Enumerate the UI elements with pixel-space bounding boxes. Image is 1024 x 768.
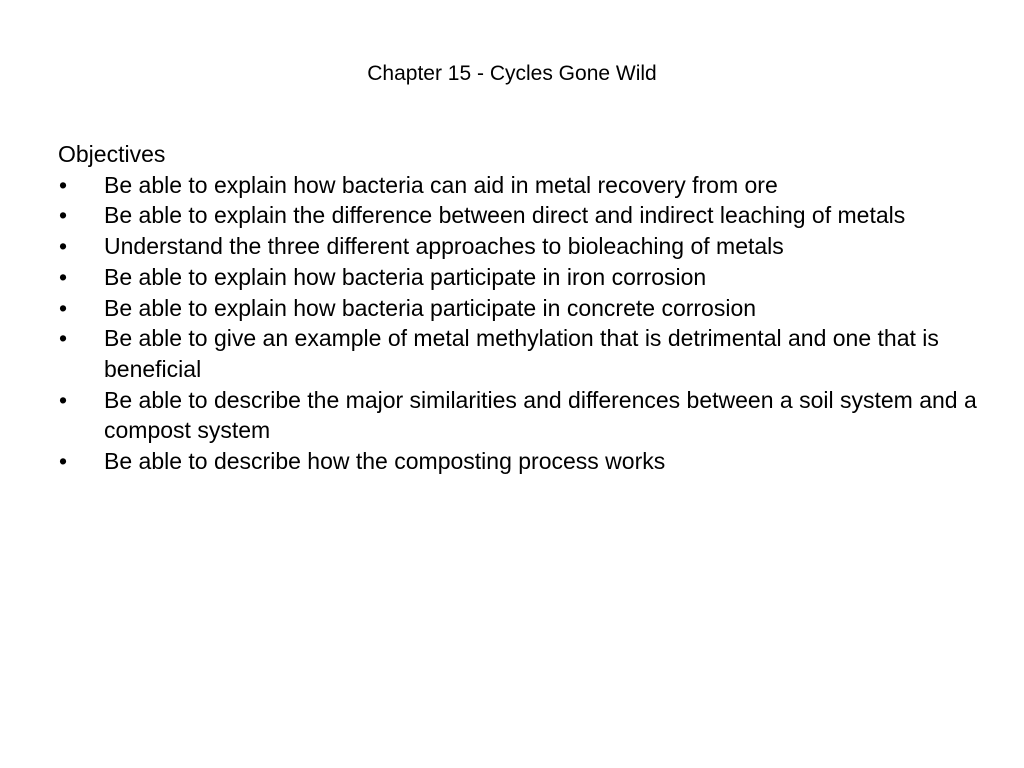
slide-body bbox=[58, 139, 978, 477]
objective-item bbox=[58, 262, 978, 293]
objective-text: Understand the three different approaches to bioleaching of metals bbox=[104, 233, 784, 260]
bullet-icon: • bbox=[59, 202, 68, 229]
bullet-icon: • bbox=[59, 171, 68, 198]
objective-text: Be able to explain how bacteria participate in iron corrosion bbox=[104, 263, 707, 290]
bullet-icon: • bbox=[59, 448, 68, 475]
objective-text: Be able to describe the major similarities and differences between a soil system and a compost system bbox=[104, 386, 977, 444]
objective-text: Be able to describe how the composting process works bbox=[104, 448, 666, 475]
bullet-icon: • bbox=[59, 233, 68, 260]
bullet-icon: • bbox=[59, 386, 68, 413]
objective-item bbox=[58, 231, 978, 262]
objectives-heading: Objectives bbox=[58, 141, 166, 167]
objective-text: Be able to give an example of metal methylation that is detrimental and one that is beneficial bbox=[104, 325, 939, 382]
slide-title: Chapter 15 - Cycles Gone Wild bbox=[367, 62, 657, 85]
objective-text: Be able to explain how bacteria participate in concrete corrosion bbox=[104, 294, 757, 321]
objective-item bbox=[58, 200, 978, 231]
objectives-list bbox=[58, 170, 978, 477]
objective-item bbox=[58, 323, 978, 384]
bullet-icon: • bbox=[59, 325, 68, 352]
objective-text: Be able to explain the difference between direct and indirect leaching of metals bbox=[104, 202, 906, 229]
objective-item bbox=[58, 170, 978, 201]
objective-item bbox=[58, 446, 978, 477]
bullet-icon: • bbox=[59, 263, 68, 290]
objective-item bbox=[58, 293, 978, 324]
objective-text: Be able to explain how bacteria can aid in metal recovery from ore bbox=[104, 171, 778, 198]
bullet-icon: • bbox=[59, 294, 68, 321]
objective-item bbox=[58, 385, 978, 446]
